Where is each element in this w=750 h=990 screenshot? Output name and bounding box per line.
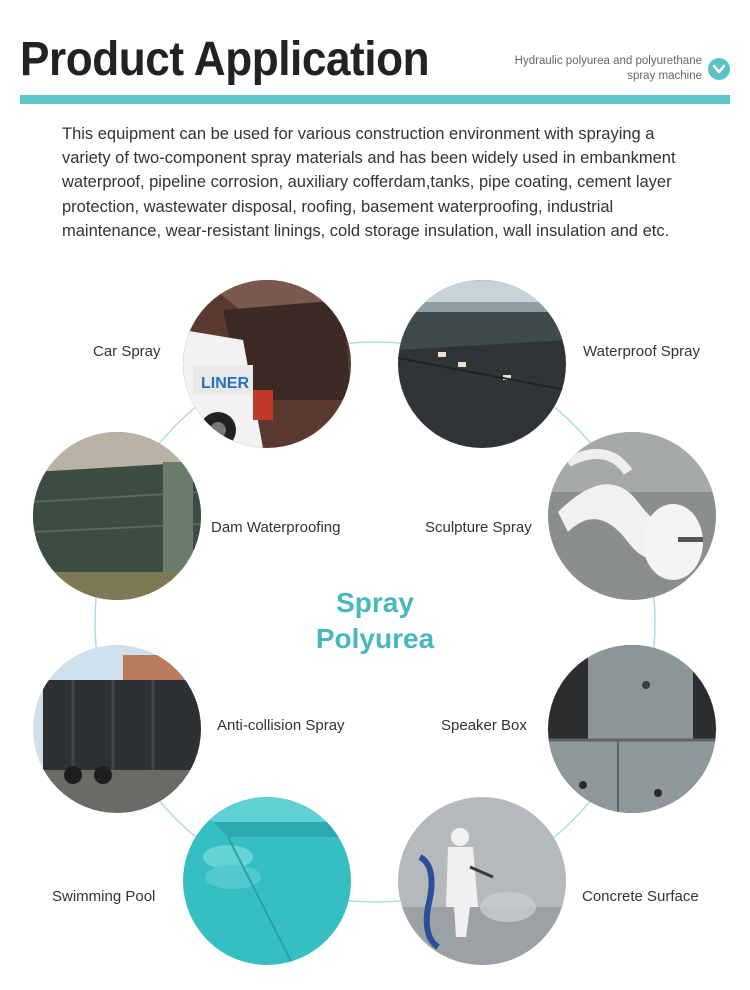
header-subtitle-line1: Hydraulic polyurea and polyurethane (514, 55, 702, 67)
speaker-box-image (548, 645, 716, 813)
sculpture-spray-image (548, 432, 716, 600)
label-sculpture-spray: Sculpture Spray (425, 519, 532, 536)
header-subtitle-line2: spray machine (627, 70, 702, 82)
label-anti-collision-spray: Anti-collision Spray (217, 717, 345, 734)
label-waterproof-spray: Waterproof Spray (583, 343, 700, 360)
center-line1: Spray (336, 587, 414, 618)
anti-collision-spray-image (33, 645, 201, 813)
concrete-surface-image (398, 797, 566, 965)
label-car-spray: Car Spray (93, 343, 161, 360)
svg-text:LINER: LINER (201, 375, 249, 392)
center-line2: Polyurea (315, 623, 435, 654)
waterproof-spray-image (398, 280, 566, 448)
label-concrete-surface: Concrete Surface (582, 888, 699, 905)
dam-waterproofing-image (33, 432, 201, 600)
center-heading (280, 585, 470, 657)
label-speaker-box: Speaker Box (441, 717, 527, 734)
label-swimming-pool: Swimming Pool (52, 888, 156, 905)
car-spray-image (183, 280, 351, 448)
swimming-pool-image (183, 797, 351, 965)
label-dam-waterproofing: Dam Waterproofing (211, 519, 341, 536)
page-title: Product Application (20, 33, 430, 86)
description-text: This equipment can be used for various construction environment with spraying a variety of two-component spray materials and has been widely used in embankment waterproof, pipeline corrosion, auxiliary cofferdam,tanks, pipe coating, cement layer protection, wastewater disposal, roofing, basement waterproofing, industrial maintenance, wear-resistant linings, cold storage insulation, wall insulation and etc. (62, 125, 676, 240)
